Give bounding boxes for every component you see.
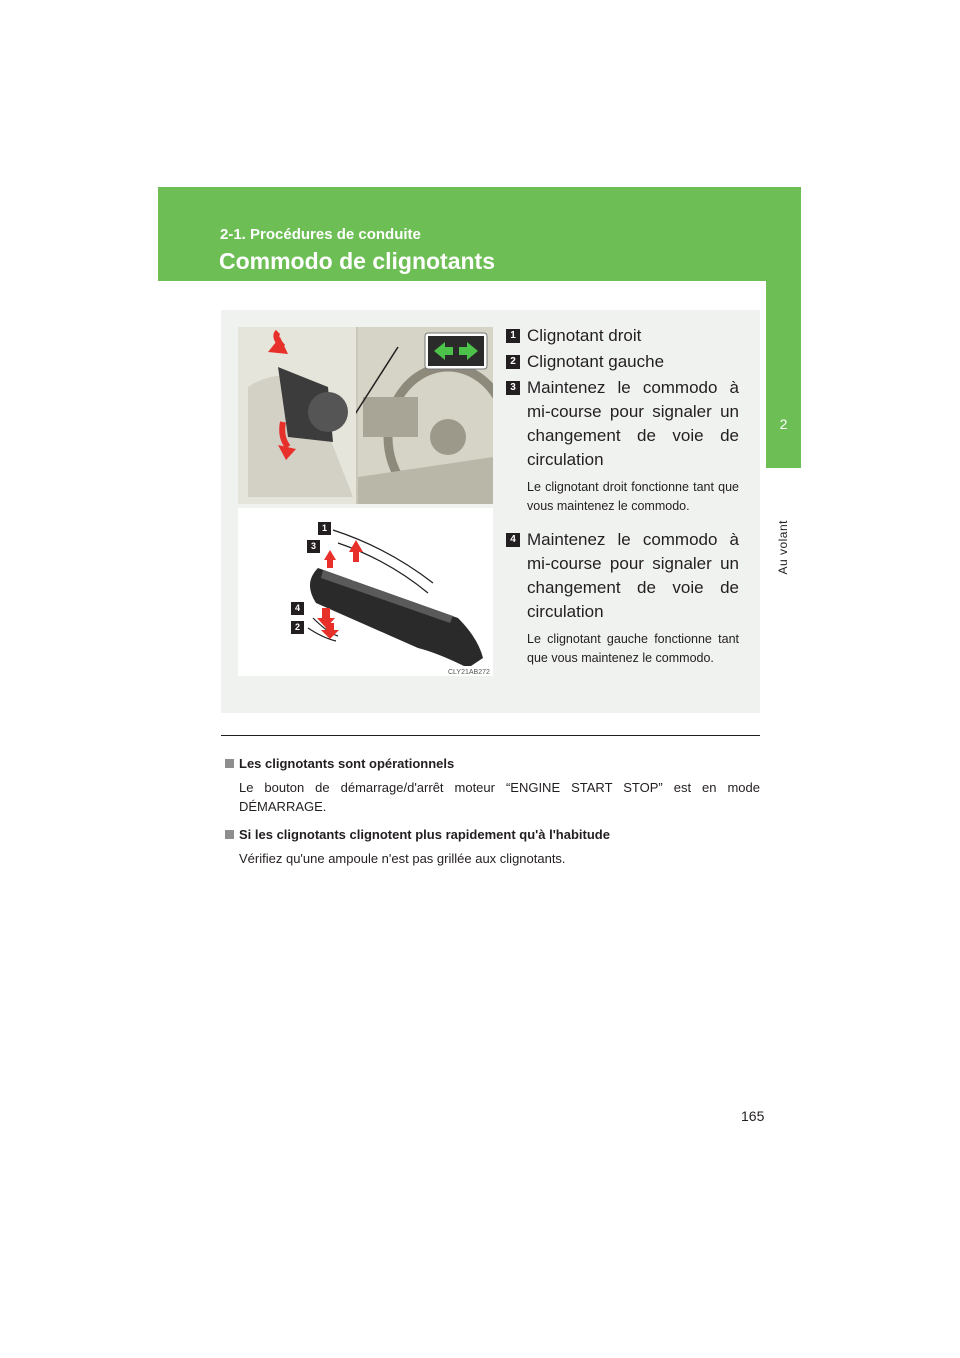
item-number-badge: 3 <box>506 381 520 395</box>
item-text: Maintenez le commodo à mi-course pour signaler un changement de voie de circulation <box>527 378 739 469</box>
chapter-label: Au volant <box>776 520 790 575</box>
note-block <box>225 756 760 816</box>
square-bullet-icon <box>225 759 234 768</box>
item-number-badge: 4 <box>506 533 520 547</box>
item-text: Clignotant gauche <box>527 352 665 371</box>
item-text: Maintenez le commodo à mi-course pour signaler un changement de voie de circulation <box>527 530 739 621</box>
note-block <box>225 827 760 868</box>
page-title: Commodo de clignotants <box>219 248 495 274</box>
chapter-number: 2 <box>779 416 788 432</box>
list-item <box>506 376 739 472</box>
chapter-tab <box>766 187 801 468</box>
list-item <box>506 324 739 348</box>
callout-4: 4 <box>291 602 304 615</box>
square-bullet-icon <box>225 830 234 839</box>
item-note: Le clignotant gauche fonctionne tant que vous maintenez le commodo. <box>527 632 739 665</box>
instruction-list <box>506 324 739 680</box>
dashboard-photo <box>238 327 493 504</box>
page-number: 165 <box>741 1108 765 1124</box>
callout-1: 1 <box>318 522 331 535</box>
item-note: Le clignotant droit fonctionne tant que vous maintenez le commodo. <box>527 480 739 513</box>
item-text: Clignotant droit <box>527 326 642 345</box>
note-body: Vérifiez qu'une ampoule n'est pas grillée aux clignotants. <box>239 851 566 866</box>
item-number-badge: 2 <box>506 355 520 369</box>
list-item <box>506 350 739 374</box>
svg-text:☼: ☼ <box>351 576 358 583</box>
note-heading: Si les clignotants clignotent plus rapidement qu'à l'habitude <box>239 827 610 842</box>
svg-text:AUTO: AUTO <box>376 577 393 583</box>
section-number: 2-1. Procédures de conduite <box>220 226 421 243</box>
note-heading: Les clignotants sont opérationnels <box>239 756 455 771</box>
note-body: Le bouton de démarrage/d'arrêt moteur “ENGINE START STOP” est en mode DÉMARRAGE. <box>239 780 760 814</box>
lever-photo <box>238 508 493 676</box>
list-item <box>506 528 739 624</box>
callout-2: 2 <box>291 621 304 634</box>
item-number-badge: 1 <box>506 329 520 343</box>
section-divider <box>221 735 760 736</box>
callout-3: 3 <box>307 540 320 553</box>
image-code: CLY21AB272 <box>448 669 490 676</box>
